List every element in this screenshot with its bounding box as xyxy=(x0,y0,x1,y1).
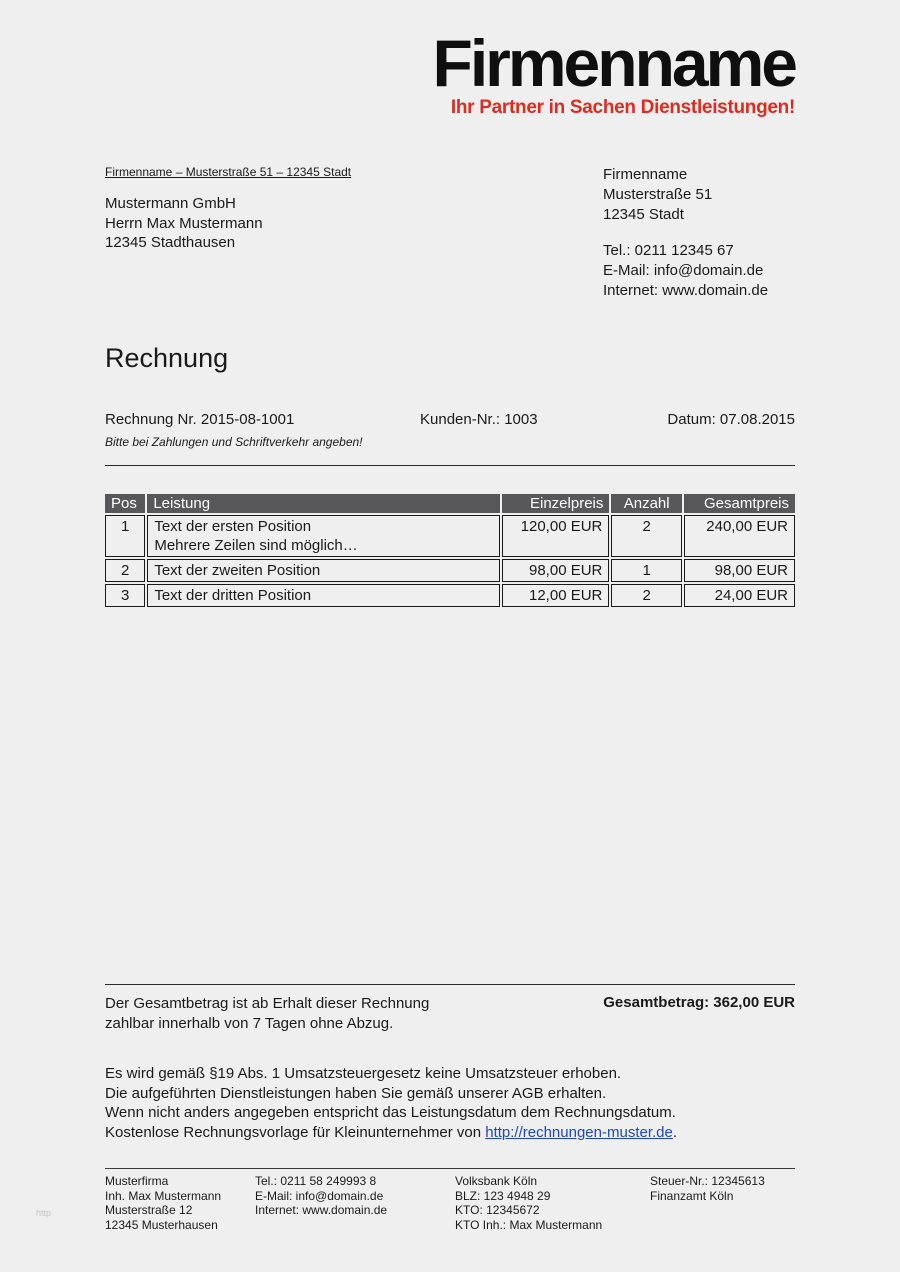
pos-cell: 2 xyxy=(105,559,145,582)
scan-watermark: http xyxy=(36,1208,52,1218)
footer-internet: Internet: www.domain.de xyxy=(255,1203,388,1217)
recipient-person: Herrn Max Mustermann xyxy=(105,214,263,232)
table-header-row xyxy=(105,494,795,513)
total-price-cell: 98,00 EUR xyxy=(684,559,795,582)
company-contact-block xyxy=(603,165,795,301)
recipient-block xyxy=(105,165,603,301)
divider-totals xyxy=(105,984,795,985)
quantity-cell: 2 xyxy=(611,515,682,557)
recipient-address xyxy=(105,194,603,253)
header-leistung: Leistung xyxy=(147,494,500,513)
sender-return-address: Firmenname – Musterstraße 51 – 12345 Stadt xyxy=(105,165,352,179)
note-line-4 xyxy=(105,1123,795,1143)
total-price-cell: 24,00 EUR xyxy=(684,584,795,607)
note-line-1: Es wird gemäß §19 Abs. 1 Umsatzsteuergesetz keine Umsatzsteuer erhoben. xyxy=(105,1065,622,1082)
header-anzahl: Anzahl xyxy=(611,494,682,513)
pos-cell: 1 xyxy=(105,515,145,557)
footer-company-column xyxy=(105,1174,255,1232)
footer-contact-column xyxy=(255,1174,455,1232)
contact-spacer xyxy=(603,225,795,241)
divider-top xyxy=(105,465,795,466)
footer-company-street: Musterstraße 12 xyxy=(105,1203,193,1217)
invoice-meta xyxy=(105,411,795,428)
customer-number: Kunden-Nr.: 1003 xyxy=(420,411,538,428)
contact-internet: Internet: www.domain.de xyxy=(603,282,769,299)
header-gesamtpreis: Gesamtpreis xyxy=(684,494,795,513)
recipient-company: Mustermann GmbH xyxy=(105,195,236,212)
description-line-2: Mehrere Zeilen sind möglich… xyxy=(154,537,358,554)
description-cell: Text der zweiten Position xyxy=(147,559,500,582)
contact-phone: Tel.: 0211 12345 67 xyxy=(603,242,734,259)
payment-reference-note: Bitte bei Zahlungen und Schriftverkehr angeben! xyxy=(105,435,363,449)
footer-bank-name: Volksbank Köln xyxy=(455,1174,538,1188)
quantity-cell: 2 xyxy=(611,584,682,607)
description-line-1: Text der ersten Position xyxy=(154,518,312,535)
footer-bank-column xyxy=(455,1174,650,1232)
letterhead xyxy=(105,26,795,119)
note-line-3: Wenn nicht anders angegeben entspricht das Leistungsdatum dem Rechnungsdatum. xyxy=(105,1104,676,1121)
contact-street: Musterstraße 51 xyxy=(603,186,713,203)
footer-email: E-Mail: info@domain.de xyxy=(255,1188,384,1203)
header-pos: Pos xyxy=(105,494,145,513)
note-line-2: Die aufgeführten Dienstleistungen haben Sie gemäß unserer AGB erhalten. xyxy=(105,1084,607,1102)
footer-phone: Tel.: 0211 58 249993 8 xyxy=(255,1174,377,1188)
header-einzelpreis: Einzelpreis xyxy=(502,494,609,513)
payment-terms xyxy=(105,994,603,1034)
table-row xyxy=(105,515,795,557)
payment-terms-line-1: Der Gesamtbetrag ist ab Erhalt dieser Rechnung xyxy=(105,995,430,1012)
footer-bank-holder: KTO Inh.: Max Mustermann xyxy=(455,1217,603,1232)
grand-total: Gesamtbetrag: 362,00 EUR xyxy=(603,994,795,1011)
page-title: Rechnung xyxy=(105,343,229,373)
invoice-date: Datum: 07.08.2015 xyxy=(667,411,795,428)
unit-price-cell: 98,00 EUR xyxy=(502,559,609,582)
pos-cell: 3 xyxy=(105,584,145,607)
invoice-number: Rechnung Nr. 2015-08-1001 xyxy=(105,411,295,428)
footer-company-name: Musterfirma xyxy=(105,1174,169,1188)
contact-name: Firmenname xyxy=(603,166,688,183)
address-section xyxy=(105,165,795,301)
description-cell: Text der dritten Position xyxy=(147,584,500,607)
unit-price-cell: 12,00 EUR xyxy=(502,584,609,607)
table-row xyxy=(105,559,795,582)
description-cell xyxy=(147,515,500,557)
footer-company-owner: Inh. Max Mustermann xyxy=(105,1188,222,1203)
company-tagline: Ihr Partner in Sachen Dienstleistungen! xyxy=(450,97,795,118)
footer-bank-blz: BLZ: 123 4948 29 xyxy=(455,1188,551,1203)
footer-tax-number: Steuer-Nr.: 12345613 xyxy=(650,1174,765,1188)
total-price-cell: 240,00 EUR xyxy=(684,515,795,557)
note-line-4-prefix: Kostenlose Rechnungsvorlage für Kleinunternehmer von xyxy=(105,1123,486,1141)
payment-terms-line-2: zahlbar innerhalb von 7 Tagen ohne Abzug. xyxy=(105,1015,394,1032)
footer-tax-office: Finanzamt Köln xyxy=(650,1188,734,1203)
recipient-city: 12345 Stadthausen xyxy=(105,234,236,251)
note-line-4-suffix: . xyxy=(672,1123,678,1141)
template-source-link[interactable]: http://rechnungen-muster.de xyxy=(485,1123,673,1141)
totals-section xyxy=(105,994,795,1034)
quantity-cell: 1 xyxy=(611,559,682,582)
contact-city: 12345 Stadt xyxy=(603,206,684,223)
company-name-title: Firmenname xyxy=(432,26,795,100)
contact-email: E-Mail: info@domain.de xyxy=(603,262,764,279)
invoice-items-table xyxy=(103,492,797,609)
footer-company-city: 12345 Musterhausen xyxy=(105,1217,218,1232)
footer-tax-column xyxy=(650,1174,795,1232)
table-row xyxy=(105,584,795,607)
legal-notes xyxy=(105,1064,795,1142)
unit-price-cell: 120,00 EUR xyxy=(502,515,609,557)
footer xyxy=(105,1168,795,1232)
footer-bank-account: KTO: 12345672 xyxy=(455,1203,540,1217)
